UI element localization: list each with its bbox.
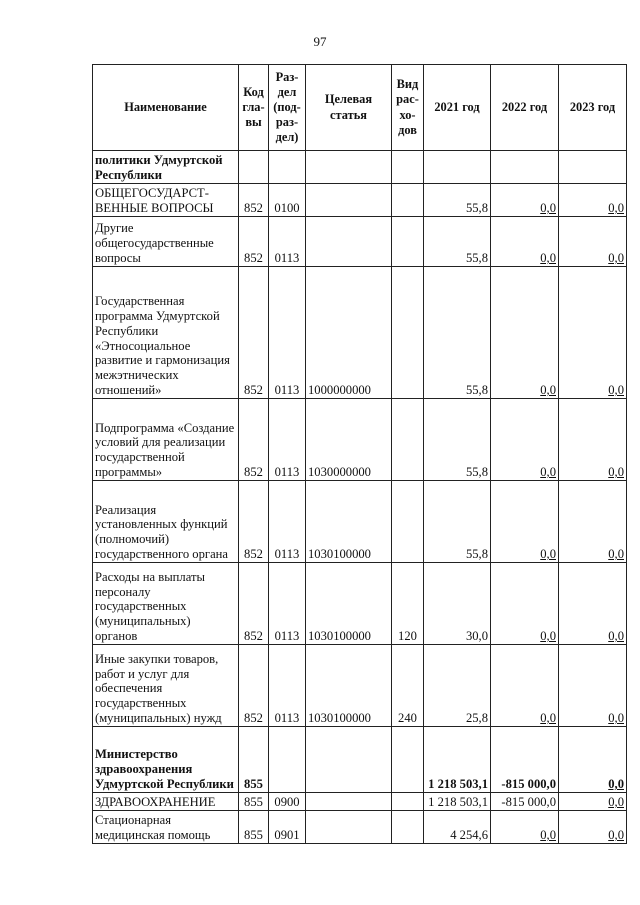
header-2022: 2022 год	[491, 65, 559, 151]
row-2021: 30,0	[424, 563, 491, 645]
header-target: Целевая статья	[306, 65, 392, 151]
row-2022: -815 000,0	[491, 793, 559, 811]
row-name: ЗДРАВООХРАНЕНИЕ	[93, 793, 239, 811]
row-code: 852	[239, 217, 269, 267]
row-type	[392, 811, 424, 844]
row-name: ОБЩЕГОСУДАРСТ-ВЕННЫЕ ВОПРОСЫ	[93, 184, 239, 217]
row-2022: 0,0	[491, 645, 559, 727]
row-name: Иные закупки товаров, работ и услуг для обеспечения государственных (муниципальных) нужд	[93, 645, 239, 727]
header-row	[93, 65, 627, 151]
row-2021: 1 218 503,1	[424, 727, 491, 793]
row-code: 855	[239, 811, 269, 844]
row-type	[392, 151, 424, 184]
row-name: Государственная программа Удмуртской Республики «Этносоциальное развитие и гармонизация межэтнических отношений»	[93, 267, 239, 399]
table-row	[93, 793, 627, 811]
row-target	[306, 184, 392, 217]
table-row	[93, 481, 627, 563]
row-2023: 0,0	[559, 645, 627, 727]
row-name: политики Удмуртской Республики	[93, 151, 239, 184]
row-code	[239, 151, 269, 184]
table-row	[93, 399, 627, 481]
row-name: Министерство здравоохранения Удмуртской Республики	[93, 727, 239, 793]
header-section: Раз-дел (под-раз-дел)	[269, 65, 306, 151]
row-2021: 55,8	[424, 399, 491, 481]
header-type: Вид рас-хо-дов	[392, 65, 424, 151]
table-row	[93, 184, 627, 217]
row-2022: -815 000,0	[491, 727, 559, 793]
row-code: 852	[239, 645, 269, 727]
row-2021: 25,8	[424, 645, 491, 727]
header-code: Код гла-вы	[239, 65, 269, 151]
row-type	[392, 727, 424, 793]
row-target: 1030100000	[306, 563, 392, 645]
row-2021: 1 218 503,1	[424, 793, 491, 811]
row-2021: 55,8	[424, 267, 491, 399]
row-type	[392, 481, 424, 563]
header-2023: 2023 год	[559, 65, 627, 151]
row-name: Стационарная медицинская помощь	[93, 811, 239, 844]
row-code: 852	[239, 399, 269, 481]
table-row	[93, 811, 627, 844]
table-row	[93, 151, 627, 184]
row-section	[269, 151, 306, 184]
row-code: 855	[239, 727, 269, 793]
row-code: 852	[239, 267, 269, 399]
row-name: Расходы на выплаты персоналу государственных (муниципальных) органов	[93, 563, 239, 645]
row-2021: 55,8	[424, 184, 491, 217]
row-type	[392, 267, 424, 399]
row-target: 1030100000	[306, 645, 392, 727]
row-section: 0113	[269, 645, 306, 727]
row-target: 1030100000	[306, 481, 392, 563]
row-name: Подпрограмма «Создание условий для реализации государственной программы»	[93, 399, 239, 481]
row-code: 852	[239, 184, 269, 217]
row-2021	[424, 151, 491, 184]
row-2022: 0,0	[491, 184, 559, 217]
table-row	[93, 645, 627, 727]
row-2022: 0,0	[491, 563, 559, 645]
row-2023: 0,0	[559, 563, 627, 645]
row-2023: 0,0	[559, 399, 627, 481]
table-body	[93, 151, 627, 844]
row-name: Другие общегосударственные вопросы	[93, 217, 239, 267]
row-type	[392, 399, 424, 481]
budget-table	[92, 64, 627, 844]
row-section: 0113	[269, 267, 306, 399]
header-2021: 2021 год	[424, 65, 491, 151]
row-section	[269, 727, 306, 793]
row-section: 0113	[269, 399, 306, 481]
row-2022: 0,0	[491, 399, 559, 481]
row-section: 0901	[269, 811, 306, 844]
row-type	[392, 217, 424, 267]
row-2023: 0,0	[559, 267, 627, 399]
row-section: 0113	[269, 481, 306, 563]
row-2022: 0,0	[491, 811, 559, 844]
row-2022: 0,0	[491, 217, 559, 267]
row-2023: 0,0	[559, 184, 627, 217]
row-2023	[559, 151, 627, 184]
row-2021: 55,8	[424, 217, 491, 267]
row-target	[306, 151, 392, 184]
table-row	[93, 267, 627, 399]
row-target	[306, 727, 392, 793]
row-2023: 0,0	[559, 793, 627, 811]
row-target	[306, 217, 392, 267]
row-type: 240	[392, 645, 424, 727]
row-code: 852	[239, 563, 269, 645]
row-code: 855	[239, 793, 269, 811]
row-section: 0113	[269, 563, 306, 645]
row-2023: 0,0	[559, 481, 627, 563]
row-name: Реализация установленных функций (полномочий) государственного органа	[93, 481, 239, 563]
row-2022: 0,0	[491, 481, 559, 563]
row-2023: 0,0	[559, 217, 627, 267]
table-row	[93, 217, 627, 267]
row-2023: 0,0	[559, 727, 627, 793]
row-target	[306, 793, 392, 811]
row-section: 0100	[269, 184, 306, 217]
row-code: 852	[239, 481, 269, 563]
row-target: 1030000000	[306, 399, 392, 481]
row-2022: 0,0	[491, 267, 559, 399]
row-type	[392, 184, 424, 217]
row-section: 0113	[269, 217, 306, 267]
table-row	[93, 563, 627, 645]
header-name: Наименование	[93, 65, 239, 151]
row-target: 1000000000	[306, 267, 392, 399]
page-number: 97	[313, 34, 327, 49]
table-row	[93, 727, 627, 793]
row-2022	[491, 151, 559, 184]
row-section: 0900	[269, 793, 306, 811]
row-target	[306, 811, 392, 844]
row-2021: 55,8	[424, 481, 491, 563]
row-type: 120	[392, 563, 424, 645]
row-type	[392, 793, 424, 811]
row-2021: 4 254,6	[424, 811, 491, 844]
row-2023: 0,0	[559, 811, 627, 844]
